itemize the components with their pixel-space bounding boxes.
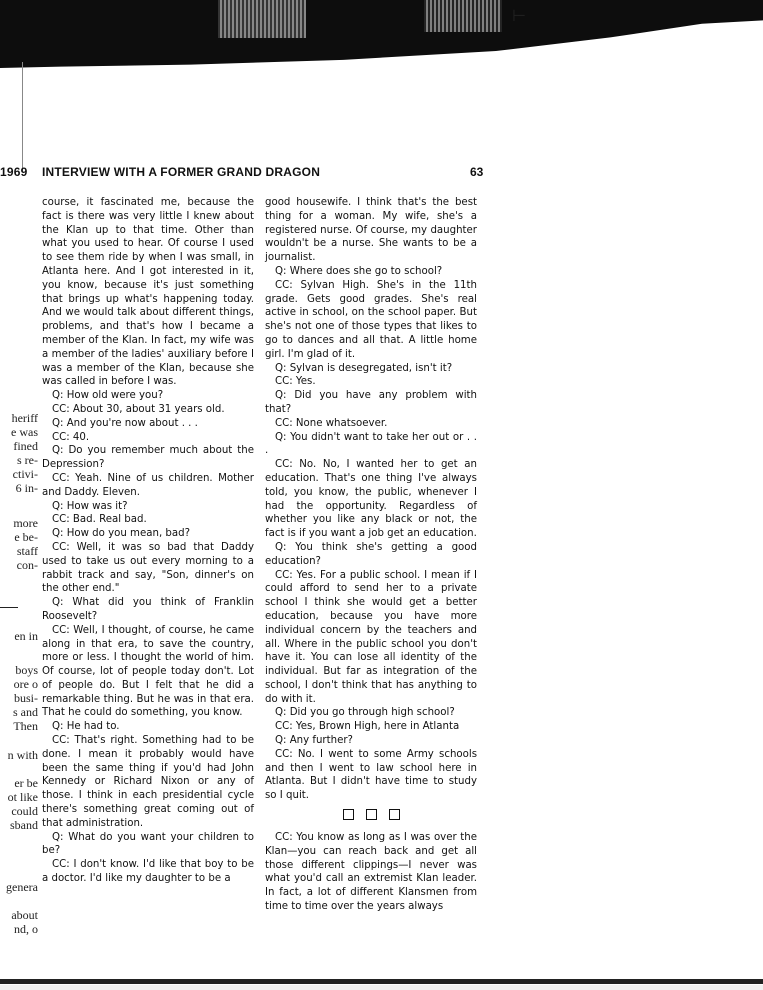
margin-fragment: n with — [7, 748, 38, 762]
paragraph: CC: Yeah. Nine of us children. Mother and Daddy. Eleven. — [42, 472, 254, 498]
paragraph: Q: You didn't want to take her out or . . . — [265, 431, 477, 457]
scan-halftone-strip — [424, 0, 502, 32]
paragraph: Q: You think she's getting a good education? — [265, 541, 477, 567]
margin-fragment: e was — [11, 425, 38, 439]
paragraph: CC: That's right. Something had to be done. I mean it probably would have been the same thing if you'd had John Kennedy or Richard Nixon or any of those. I think in each presidential cycle there's something great coming out of that administration. — [42, 735, 254, 829]
margin-fragment: busi- — [14, 691, 38, 705]
margin-fragment: er be — [14, 776, 38, 790]
adjacent-page-fragments — [0, 0, 38, 990]
paragraph: CC: You know as long as I was over the Klan—you can reach back and get all those different clippings—I never was what you'd call an extremist Klan leader. In fact, a lot of different Klansmen from time to time over the years always — [265, 832, 477, 913]
paragraph: CC: Bad. Real bad. — [52, 514, 147, 526]
scan-halftone-strip — [218, 0, 306, 38]
scan-bottom-edge — [0, 979, 763, 984]
running-header — [0, 165, 500, 183]
scan-edge-shadow — [0, 0, 763, 68]
margin-fragment: genera — [6, 880, 38, 894]
margin-fragment: fined — [13, 439, 38, 453]
paragraph: Q: Any further? — [275, 735, 353, 747]
margin-fragment: con- — [16, 558, 38, 572]
margin-fragment: heriff — [11, 411, 38, 425]
margin-rule — [0, 607, 18, 608]
paragraph: CC: Yes, Brown High, here in Atlanta — [275, 721, 460, 733]
paragraph: CC: Yes. For a public school. I mean if I could afford to send her to a private school I think she would get a better education, because you have more individual concern by the teachers and all. Where in the public school you don't have it. You can lose all identity of the individual. But far as integration of the school, I don't think that has anything to do with it. — [265, 569, 477, 705]
paragraph: CC: About 30, about 31 years old. — [52, 403, 225, 415]
paragraph: Q: He had to. — [52, 721, 120, 733]
paragraph: CC: I don't know. I'd like that boy to be a doctor. I'd like my daughter to be a — [42, 859, 254, 885]
paragraph: CC: Well, I thought, of course, he came along in that era, to save the country, more or less. I thought the world of him. Of course, lot of people today don't. Lot of people do. But I felt that he did a remarkable thing. But he was in that era. That he could do something, you know. — [42, 624, 254, 719]
scan-mark-icon: ⊢ — [512, 6, 526, 25]
paragraph: Q: What did you think of Franklin Roosevelt? — [42, 597, 254, 622]
page-number: 63 — [470, 165, 484, 179]
paragraph: CC: Sylvan High. She's in the 11th grade. Gets good grades. She's real active in school, on the school paper. But she's not one of those types that likes to go to dances and all that. A little home girl. I'm glad of it. — [265, 279, 477, 360]
margin-fragment: s and — [13, 705, 38, 719]
margin-fragment: about — [11, 908, 38, 922]
paragraph: CC: Well, it was so bad that Daddy used to take us out every morning to a rabbit track and say, "Son, dinner's on the other end." — [42, 541, 254, 595]
paragraph: Q: Where does she go to school? — [275, 265, 443, 277]
margin-fragment: Then — [13, 719, 38, 733]
square-ornament-icon — [343, 809, 354, 820]
margin-fragment: sband — [10, 818, 38, 832]
margin-fragment: ore o — [13, 677, 38, 691]
paragraph: course, it fascinated me, because the fact is there was very little I knew about the Klan up to that time. Other than what you used to hear. Of course I used to see them ride by when I was small, in Atlanta here. And I got interested in it, you know, because it's just something that brings up what's happening today. And we would talk about different things, problems, and that's how I became a member of the Klan. In fact, my wife was a member of the ladies' auxiliary before I was a member of the Klan, because she was called in before I was. — [42, 197, 254, 388]
margin-fragment: could — [11, 804, 38, 818]
paragraph: Q: How do you mean, bad? — [52, 528, 190, 540]
scan-bottom-margin — [0, 985, 763, 990]
header-year: 1969 — [0, 165, 28, 179]
paragraph: Q: What do you want your children to be? — [42, 831, 254, 857]
paragraph: Q: Sylvan is desegregated, isn't it? — [275, 362, 453, 374]
paragraph: Q: Do you remember much about the Depression? — [42, 445, 254, 471]
paragraph: good housewife. I think that's the best thing for a woman. My wife, she's a registered nurse. Of course, my daughter wouldn't be a nurse. She wants to be a journalist. — [265, 197, 477, 264]
section-break — [265, 809, 477, 823]
paragraph: CC: No. No, I wanted her to get an education. That's one thing I've always told, you know, the public, whenever I had the opportunity. Regardless of whether you like any black or not, the fact is if you want a job get an education. — [265, 459, 477, 540]
paragraph: Q: Did you go through high school? — [275, 707, 455, 719]
running-title: INTERVIEW WITH A FORMER GRAND DRAGON — [42, 165, 321, 179]
paragraph: Q: Did you have any problem with that? — [265, 390, 477, 415]
margin-fragment: nd, o — [14, 922, 38, 936]
paragraph: CC: None whatsoever. — [275, 417, 388, 429]
paragraph: CC: Yes. — [275, 376, 316, 388]
paragraph: CC: No. I went to some Army schools and then I went to law school here in Atlanta. But I didn't have time to study so I quit. — [265, 748, 477, 802]
paragraph: CC: 40. — [52, 431, 90, 443]
paragraph: Q: How was it? — [52, 500, 128, 512]
margin-fragment: s re- — [17, 453, 38, 467]
square-ornament-icon — [389, 809, 400, 820]
margin-fragment: more — [13, 516, 38, 530]
square-ornament-icon — [366, 809, 377, 820]
left-column — [42, 196, 254, 886]
margin-fragment: ctivi- — [12, 467, 38, 481]
margin-fragment: staff — [16, 544, 38, 558]
margin-fragment: ot like — [7, 790, 38, 804]
margin-fragment: en in — [14, 629, 38, 643]
right-column — [265, 196, 477, 914]
margin-fragment: boys — [15, 663, 38, 677]
margin-fragment: e be- — [14, 530, 38, 544]
margin-fragment: 6 in- — [15, 481, 38, 495]
paragraph: Q: How old were you? — [52, 390, 164, 402]
paragraph: Q: And you're now about . . . — [52, 417, 198, 429]
